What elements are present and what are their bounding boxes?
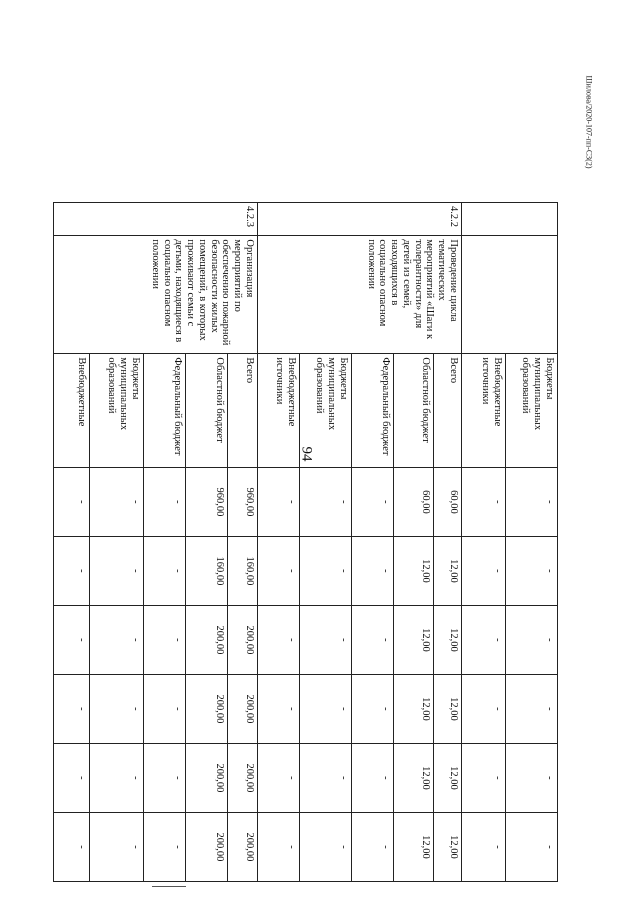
funding-source: Внебюджетные источники [462,354,506,468]
value-cell: 160,00 [228,536,258,605]
value-cell: - [258,812,300,881]
value-cell: 160,00 [186,536,228,605]
value-cell: 200,00 [228,812,258,881]
value-cell: 960,00 [186,467,228,536]
value-cell: - [258,743,300,812]
value-cell: - [352,605,394,674]
table-row [434,203,462,882]
value-cell: - [352,812,394,881]
value-cell: 12,00 [394,743,434,812]
value-cell: - [462,743,506,812]
value-cell: 12,00 [434,536,462,605]
value-cell: - [506,467,558,536]
value-cell: - [54,605,90,674]
table-row [228,203,258,882]
value-cell: - [54,812,90,881]
value-cell: - [300,812,352,881]
value-cell: - [352,467,394,536]
value-cell: - [90,743,144,812]
value-cell: - [144,467,186,536]
value-cell: - [462,674,506,743]
funding-source: Всего [434,354,462,468]
page-number: 94 [298,446,315,462]
value-cell: - [258,536,300,605]
funding-source: Внебюджетные источники [258,354,300,468]
value-cell: - [462,605,506,674]
funding-source: Бюджеты муниципальных образований [506,354,558,468]
value-cell: - [258,467,300,536]
value-cell: - [258,605,300,674]
table-container [76,202,558,882]
value-cell: 200,00 [186,812,228,881]
value-cell: 200,00 [228,674,258,743]
value-cell: - [54,536,90,605]
value-cell: - [258,674,300,743]
table-body [54,203,558,882]
table-row [506,203,558,882]
value-cell: - [54,743,90,812]
value-cell: - [352,743,394,812]
value-cell: 200,00 [228,743,258,812]
row-description [462,236,558,354]
document-code: Шилова/2020-107-пп-С3(2) [584,75,594,169]
funding-source: Областной бюджет [186,354,228,468]
row-description: Проведение цикла тематических мероприятий «Шаги к толерантности» для детей из семей, находящихся в социально опасном положении [258,236,462,354]
value-cell: - [352,536,394,605]
value-cell: 12,00 [394,812,434,881]
value-cell: - [90,812,144,881]
funding-source: Внебюджетные [54,354,90,468]
value-cell: - [462,536,506,605]
value-cell: - [300,674,352,743]
value-cell: 60,00 [434,467,462,536]
value-cell: 200,00 [186,605,228,674]
value-cell: - [144,812,186,881]
value-cell: - [144,674,186,743]
row-description: Организация мероприятий по обеспечению пожарной безопасности жилых помещений, в которых проживают семьи с детьми, находящиеся в социально опасном положении [54,236,258,354]
value-cell: 12,00 [394,536,434,605]
value-cell: - [506,812,558,881]
value-cell: 12,00 [434,674,462,743]
value-cell: - [54,467,90,536]
value-cell: - [90,674,144,743]
value-cell: - [506,605,558,674]
value-cell: 12,00 [434,743,462,812]
value-cell: - [506,674,558,743]
value-cell: - [300,605,352,674]
funding-source: Бюджеты муниципальных образований [90,354,144,468]
value-cell: - [54,674,90,743]
funding-table [53,202,558,882]
value-cell: - [300,536,352,605]
value-cell: 12,00 [434,812,462,881]
row-number: 4.2.3 [54,203,258,236]
value-cell: - [462,467,506,536]
value-cell: 12,00 [394,605,434,674]
value-cell: - [90,467,144,536]
value-cell: - [506,743,558,812]
value-cell: - [90,536,144,605]
funding-source: Бюджеты муниципальных образований [300,354,352,468]
scan-mark [152,886,186,887]
value-cell: 200,00 [186,743,228,812]
value-cell: 60,00 [394,467,434,536]
value-cell: - [300,467,352,536]
value-cell: 12,00 [434,605,462,674]
value-cell: - [144,536,186,605]
funding-source: Федеральный бюджет [352,354,394,468]
value-cell: 200,00 [228,605,258,674]
row-number: 4.2.2 [258,203,462,236]
funding-source: Федеральный бюджет [144,354,186,468]
value-cell: - [90,605,144,674]
value-cell: - [144,743,186,812]
value-cell: - [506,536,558,605]
value-cell: 200,00 [186,674,228,743]
value-cell: - [462,812,506,881]
row-number [462,203,558,236]
funding-source: Всего [228,354,258,468]
value-cell: - [144,605,186,674]
value-cell: 960,00 [228,467,258,536]
value-cell: 12,00 [394,674,434,743]
value-cell: - [300,743,352,812]
funding-source: Областной бюджет [394,354,434,468]
value-cell: - [352,674,394,743]
